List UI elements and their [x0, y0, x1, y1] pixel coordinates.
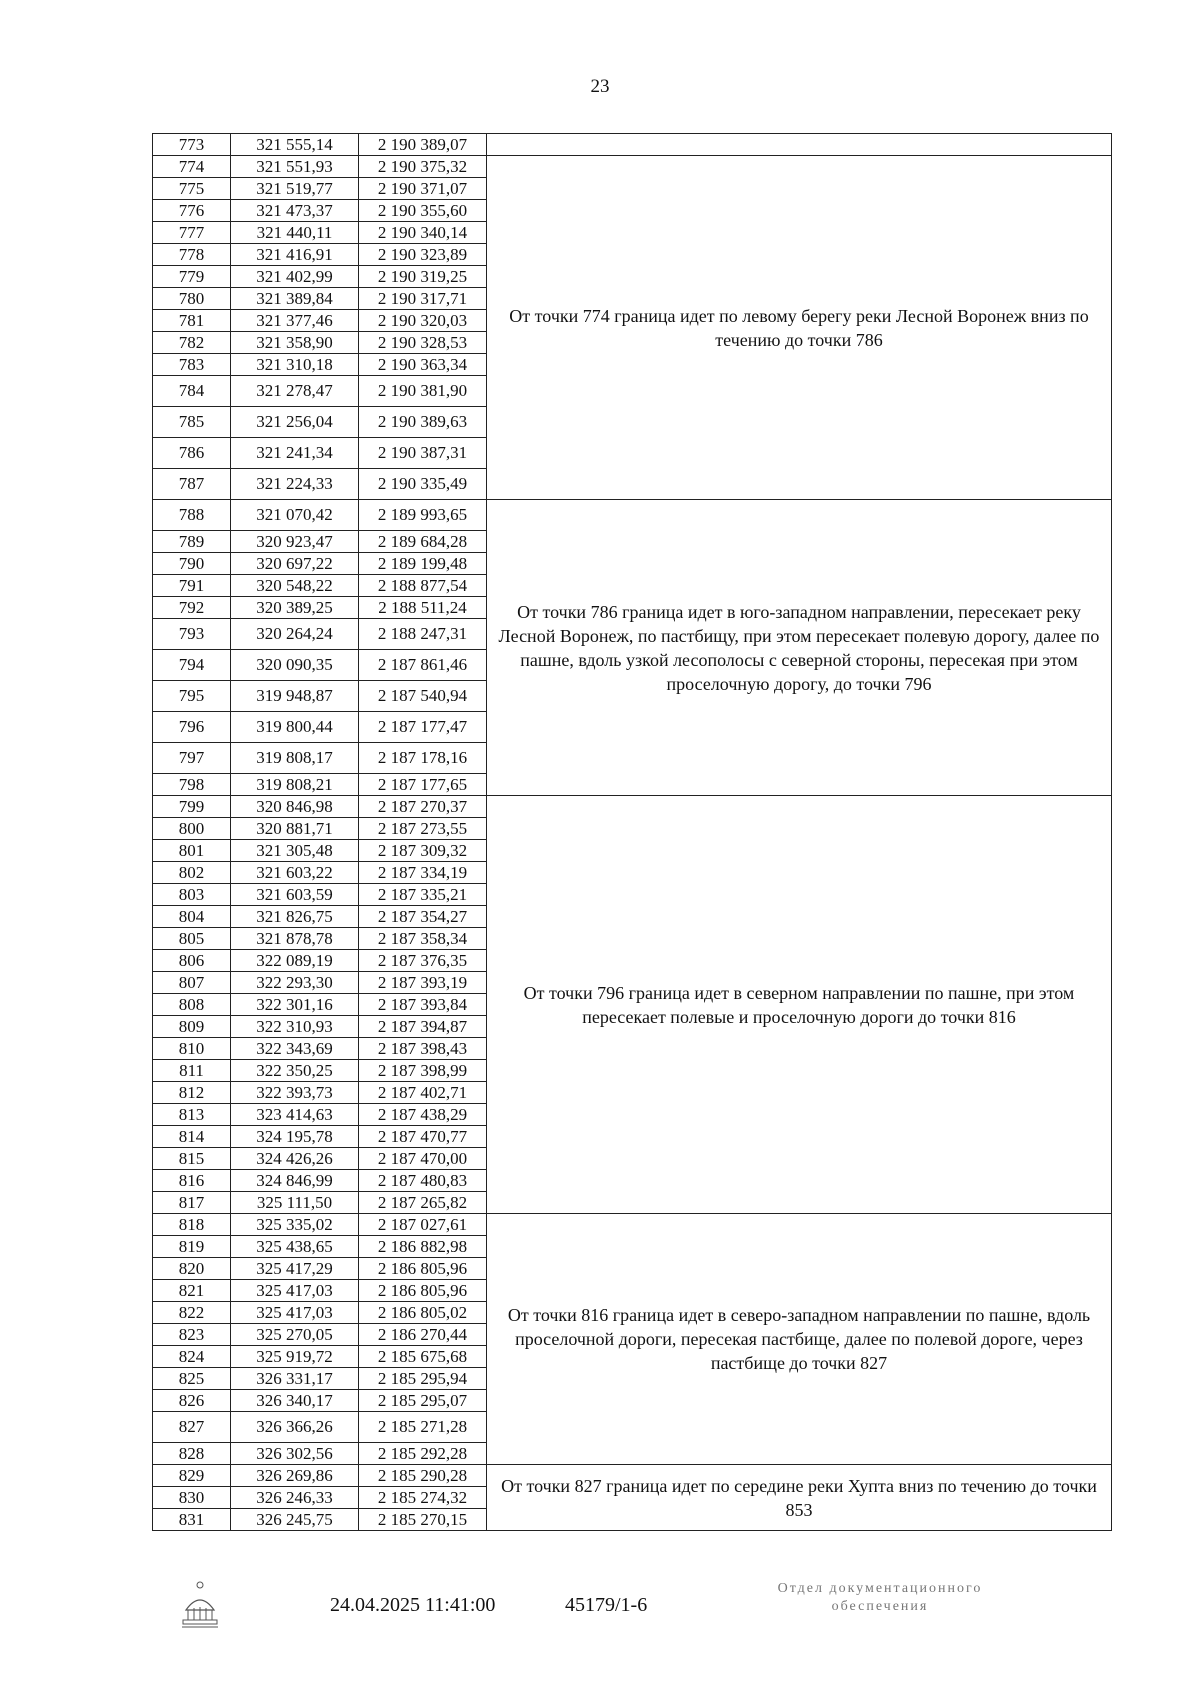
y-coordinate-cell: 2 187 335,21 [359, 884, 487, 906]
point-number-cell: 794 [153, 650, 231, 681]
boundary-description-cell: От точки 774 граница идет по левому берегу реки Лесной Воронеж вниз по течению до точки 786 [487, 156, 1112, 500]
x-coordinate-cell: 321 377,46 [231, 310, 359, 332]
point-number-cell: 784 [153, 376, 231, 407]
x-coordinate-cell: 322 089,19 [231, 950, 359, 972]
y-coordinate-cell: 2 185 295,94 [359, 1368, 487, 1390]
y-coordinate-cell: 2 187 358,34 [359, 928, 487, 950]
boundary-description-cell [487, 134, 1112, 156]
y-coordinate-cell: 2 187 398,43 [359, 1038, 487, 1060]
point-number-cell: 783 [153, 354, 231, 376]
point-number-cell: 781 [153, 310, 231, 332]
point-number-cell: 804 [153, 906, 231, 928]
point-number-cell: 807 [153, 972, 231, 994]
x-coordinate-cell: 325 417,03 [231, 1280, 359, 1302]
point-number-cell: 802 [153, 862, 231, 884]
x-coordinate-cell: 325 919,72 [231, 1346, 359, 1368]
point-number-cell: 810 [153, 1038, 231, 1060]
x-coordinate-cell: 322 350,25 [231, 1060, 359, 1082]
point-number-cell: 774 [153, 156, 231, 178]
y-coordinate-cell: 2 190 320,03 [359, 310, 487, 332]
y-coordinate-cell: 2 188 247,31 [359, 619, 487, 650]
point-number-cell: 830 [153, 1487, 231, 1509]
y-coordinate-cell: 2 190 381,90 [359, 376, 487, 407]
x-coordinate-cell: 322 310,93 [231, 1016, 359, 1038]
y-coordinate-cell: 2 188 877,54 [359, 575, 487, 597]
y-coordinate-cell: 2 185 270,15 [359, 1509, 487, 1531]
point-number-cell: 792 [153, 597, 231, 619]
point-number-cell: 824 [153, 1346, 231, 1368]
x-coordinate-cell: 320 264,24 [231, 619, 359, 650]
y-coordinate-cell: 2 190 371,07 [359, 178, 487, 200]
y-coordinate-cell: 2 190 328,53 [359, 332, 487, 354]
y-coordinate-cell: 2 190 363,34 [359, 354, 487, 376]
y-coordinate-cell: 2 190 323,89 [359, 244, 487, 266]
x-coordinate-cell: 321 241,34 [231, 438, 359, 469]
y-coordinate-cell: 2 187 270,37 [359, 796, 487, 818]
y-coordinate-cell: 2 187 027,61 [359, 1214, 487, 1236]
point-number-cell: 812 [153, 1082, 231, 1104]
y-coordinate-cell: 2 190 375,32 [359, 156, 487, 178]
y-coordinate-cell: 2 187 177,65 [359, 774, 487, 796]
y-coordinate-cell: 2 187 376,35 [359, 950, 487, 972]
y-coordinate-cell: 2 187 861,46 [359, 650, 487, 681]
table-row [153, 500, 1112, 531]
x-coordinate-cell: 323 414,63 [231, 1104, 359, 1126]
x-coordinate-cell: 321 473,37 [231, 200, 359, 222]
x-coordinate-cell: 325 335,02 [231, 1214, 359, 1236]
x-coordinate-cell: 326 245,75 [231, 1509, 359, 1531]
point-number-cell: 803 [153, 884, 231, 906]
x-coordinate-cell: 326 331,17 [231, 1368, 359, 1390]
point-number-cell: 790 [153, 553, 231, 575]
x-coordinate-cell: 321 551,93 [231, 156, 359, 178]
point-number-cell: 799 [153, 796, 231, 818]
x-coordinate-cell: 321 402,99 [231, 266, 359, 288]
x-coordinate-cell: 319 808,17 [231, 743, 359, 774]
point-number-cell: 805 [153, 928, 231, 950]
x-coordinate-cell: 326 269,86 [231, 1465, 359, 1487]
point-number-cell: 798 [153, 774, 231, 796]
x-coordinate-cell: 320 548,22 [231, 575, 359, 597]
y-coordinate-cell: 2 187 273,55 [359, 818, 487, 840]
x-coordinate-cell: 324 426,26 [231, 1148, 359, 1170]
y-coordinate-cell: 2 190 389,63 [359, 407, 487, 438]
point-number-cell: 778 [153, 244, 231, 266]
x-coordinate-cell: 322 293,30 [231, 972, 359, 994]
point-number-cell: 815 [153, 1148, 231, 1170]
x-coordinate-cell: 322 343,69 [231, 1038, 359, 1060]
x-coordinate-cell: 321 603,59 [231, 884, 359, 906]
point-number-cell: 816 [153, 1170, 231, 1192]
point-number-cell: 831 [153, 1509, 231, 1531]
x-coordinate-cell: 324 846,99 [231, 1170, 359, 1192]
point-number-cell: 791 [153, 575, 231, 597]
point-number-cell: 782 [153, 332, 231, 354]
point-number-cell: 787 [153, 469, 231, 500]
y-coordinate-cell: 2 185 675,68 [359, 1346, 487, 1368]
y-coordinate-cell: 2 190 319,25 [359, 266, 487, 288]
y-coordinate-cell: 2 186 270,44 [359, 1324, 487, 1346]
point-number-cell: 779 [153, 266, 231, 288]
y-coordinate-cell: 2 186 805,96 [359, 1258, 487, 1280]
x-coordinate-cell: 325 417,29 [231, 1258, 359, 1280]
y-coordinate-cell: 2 189 993,65 [359, 500, 487, 531]
x-coordinate-cell: 319 800,44 [231, 712, 359, 743]
table-row [153, 1214, 1112, 1236]
y-coordinate-cell: 2 187 438,29 [359, 1104, 487, 1126]
x-coordinate-cell: 320 389,25 [231, 597, 359, 619]
x-coordinate-cell: 326 340,17 [231, 1390, 359, 1412]
x-coordinate-cell: 324 195,78 [231, 1126, 359, 1148]
y-coordinate-cell: 2 185 292,28 [359, 1443, 487, 1465]
point-number-cell: 821 [153, 1280, 231, 1302]
point-number-cell: 826 [153, 1390, 231, 1412]
point-number-cell: 786 [153, 438, 231, 469]
point-number-cell: 775 [153, 178, 231, 200]
table-row [153, 796, 1112, 818]
x-coordinate-cell: 320 846,98 [231, 796, 359, 818]
y-coordinate-cell: 2 190 389,07 [359, 134, 487, 156]
x-coordinate-cell: 321 305,48 [231, 840, 359, 862]
y-coordinate-cell: 2 187 178,16 [359, 743, 487, 774]
point-number-cell: 814 [153, 1126, 231, 1148]
point-number-cell: 828 [153, 1443, 231, 1465]
y-coordinate-cell: 2 185 274,32 [359, 1487, 487, 1509]
x-coordinate-cell: 321 519,77 [231, 178, 359, 200]
footer-timestamp: 24.04.2025 11:41:00 [330, 1594, 496, 1616]
y-coordinate-cell: 2 187 309,32 [359, 840, 487, 862]
y-coordinate-cell: 2 189 199,48 [359, 553, 487, 575]
y-coordinate-cell: 2 190 317,71 [359, 288, 487, 310]
y-coordinate-cell: 2 187 394,87 [359, 1016, 487, 1038]
stamp-line-2: обеспечения [831, 1599, 929, 1614]
y-coordinate-cell: 2 187 480,83 [359, 1170, 487, 1192]
x-coordinate-cell: 320 923,47 [231, 531, 359, 553]
page-footer [0, 1580, 1200, 1640]
point-number-cell: 817 [153, 1192, 231, 1214]
coordinates-table [152, 133, 1112, 1531]
point-number-cell: 800 [153, 818, 231, 840]
y-coordinate-cell: 2 187 393,84 [359, 994, 487, 1016]
x-coordinate-cell: 321 440,11 [231, 222, 359, 244]
y-coordinate-cell: 2 187 265,82 [359, 1192, 487, 1214]
y-coordinate-cell: 2 185 295,07 [359, 1390, 487, 1412]
boundary-description-cell: От точки 827 граница идет по середине реки Хупта вниз по течению до точки 853 [487, 1465, 1112, 1531]
point-number-cell: 797 [153, 743, 231, 774]
x-coordinate-cell: 321 603,22 [231, 862, 359, 884]
x-coordinate-cell: 319 948,87 [231, 681, 359, 712]
point-number-cell: 785 [153, 407, 231, 438]
y-coordinate-cell: 2 190 340,14 [359, 222, 487, 244]
point-number-cell: 822 [153, 1302, 231, 1324]
point-number-cell: 777 [153, 222, 231, 244]
x-coordinate-cell: 321 224,33 [231, 469, 359, 500]
x-coordinate-cell: 325 111,50 [231, 1192, 359, 1214]
point-number-cell: 827 [153, 1412, 231, 1443]
y-coordinate-cell: 2 188 511,24 [359, 597, 487, 619]
y-coordinate-cell: 2 190 387,31 [359, 438, 487, 469]
point-number-cell: 820 [153, 1258, 231, 1280]
point-number-cell: 780 [153, 288, 231, 310]
y-coordinate-cell: 2 186 805,96 [359, 1280, 487, 1302]
x-coordinate-cell: 321 256,04 [231, 407, 359, 438]
y-coordinate-cell: 2 187 470,00 [359, 1148, 487, 1170]
point-number-cell: 796 [153, 712, 231, 743]
point-number-cell: 808 [153, 994, 231, 1016]
point-number-cell: 813 [153, 1104, 231, 1126]
y-coordinate-cell: 2 187 402,71 [359, 1082, 487, 1104]
x-coordinate-cell: 321 310,18 [231, 354, 359, 376]
boundary-description-cell: От точки 796 граница идет в северном направлении по пашне, при этом пересекает полевые и проселочную дороги до точки 816 [487, 796, 1112, 1214]
page-number: 23 [590, 76, 610, 97]
table-row [153, 156, 1112, 178]
x-coordinate-cell: 325 438,65 [231, 1236, 359, 1258]
stamp-line-1: Отдел документационного [777, 1581, 983, 1596]
point-number-cell: 789 [153, 531, 231, 553]
x-coordinate-cell: 322 393,73 [231, 1082, 359, 1104]
x-coordinate-cell: 320 697,22 [231, 553, 359, 575]
y-coordinate-cell: 2 189 684,28 [359, 531, 487, 553]
x-coordinate-cell: 320 090,35 [231, 650, 359, 681]
x-coordinate-cell: 319 808,21 [231, 774, 359, 796]
y-coordinate-cell: 2 187 334,19 [359, 862, 487, 884]
x-coordinate-cell: 322 301,16 [231, 994, 359, 1016]
y-coordinate-cell: 2 187 540,94 [359, 681, 487, 712]
point-number-cell: 776 [153, 200, 231, 222]
point-number-cell: 819 [153, 1236, 231, 1258]
x-coordinate-cell: 321 826,75 [231, 906, 359, 928]
point-number-cell: 801 [153, 840, 231, 862]
x-coordinate-cell: 321 358,90 [231, 332, 359, 354]
x-coordinate-cell: 326 366,26 [231, 1412, 359, 1443]
boundary-description-cell: От точки 816 граница идет в северо-западном направлении по пашне, вдоль проселочной дороги, пересекая пастбище, далее по полевой дороге, через пастбище до точки 827 [487, 1214, 1112, 1465]
x-coordinate-cell: 325 417,03 [231, 1302, 359, 1324]
point-number-cell: 793 [153, 619, 231, 650]
y-coordinate-cell: 2 185 271,28 [359, 1412, 487, 1443]
x-coordinate-cell: 321 555,14 [231, 134, 359, 156]
x-coordinate-cell: 321 416,91 [231, 244, 359, 266]
y-coordinate-cell: 2 185 290,28 [359, 1465, 487, 1487]
point-number-cell: 773 [153, 134, 231, 156]
point-number-cell: 806 [153, 950, 231, 972]
boundary-description-cell: От точки 786 граница идет в юго-западном направлении, пересекает реку Лесной Воронеж, по пастбищу, при этом пересекает полевую дорогу, далее по пашне, вдоль узкой лесополосы с северной стороны, пересекая при этом проселочную дорогу, до точки 796 [487, 500, 1112, 796]
emblem-icon [178, 1580, 222, 1630]
x-coordinate-cell: 320 881,71 [231, 818, 359, 840]
table-row [153, 134, 1112, 156]
y-coordinate-cell: 2 187 354,27 [359, 906, 487, 928]
table-row [153, 1465, 1112, 1487]
x-coordinate-cell: 325 270,05 [231, 1324, 359, 1346]
point-number-cell: 818 [153, 1214, 231, 1236]
point-number-cell: 823 [153, 1324, 231, 1346]
y-coordinate-cell: 2 187 177,47 [359, 712, 487, 743]
footer-document-number: 45179/1-6 [565, 1594, 648, 1616]
point-number-cell: 788 [153, 500, 231, 531]
y-coordinate-cell: 2 187 470,77 [359, 1126, 487, 1148]
point-number-cell: 811 [153, 1060, 231, 1082]
y-coordinate-cell: 2 186 882,98 [359, 1236, 487, 1258]
point-number-cell: 825 [153, 1368, 231, 1390]
y-coordinate-cell: 2 187 393,19 [359, 972, 487, 994]
x-coordinate-cell: 326 302,56 [231, 1443, 359, 1465]
y-coordinate-cell: 2 190 335,49 [359, 469, 487, 500]
point-number-cell: 829 [153, 1465, 231, 1487]
x-coordinate-cell: 321 389,84 [231, 288, 359, 310]
y-coordinate-cell: 2 186 805,02 [359, 1302, 487, 1324]
y-coordinate-cell: 2 190 355,60 [359, 200, 487, 222]
point-number-cell: 795 [153, 681, 231, 712]
x-coordinate-cell: 321 878,78 [231, 928, 359, 950]
x-coordinate-cell: 321 070,42 [231, 500, 359, 531]
x-coordinate-cell: 321 278,47 [231, 376, 359, 407]
department-stamp [740, 1580, 1020, 1616]
point-number-cell: 809 [153, 1016, 231, 1038]
y-coordinate-cell: 2 187 398,99 [359, 1060, 487, 1082]
x-coordinate-cell: 326 246,33 [231, 1487, 359, 1509]
